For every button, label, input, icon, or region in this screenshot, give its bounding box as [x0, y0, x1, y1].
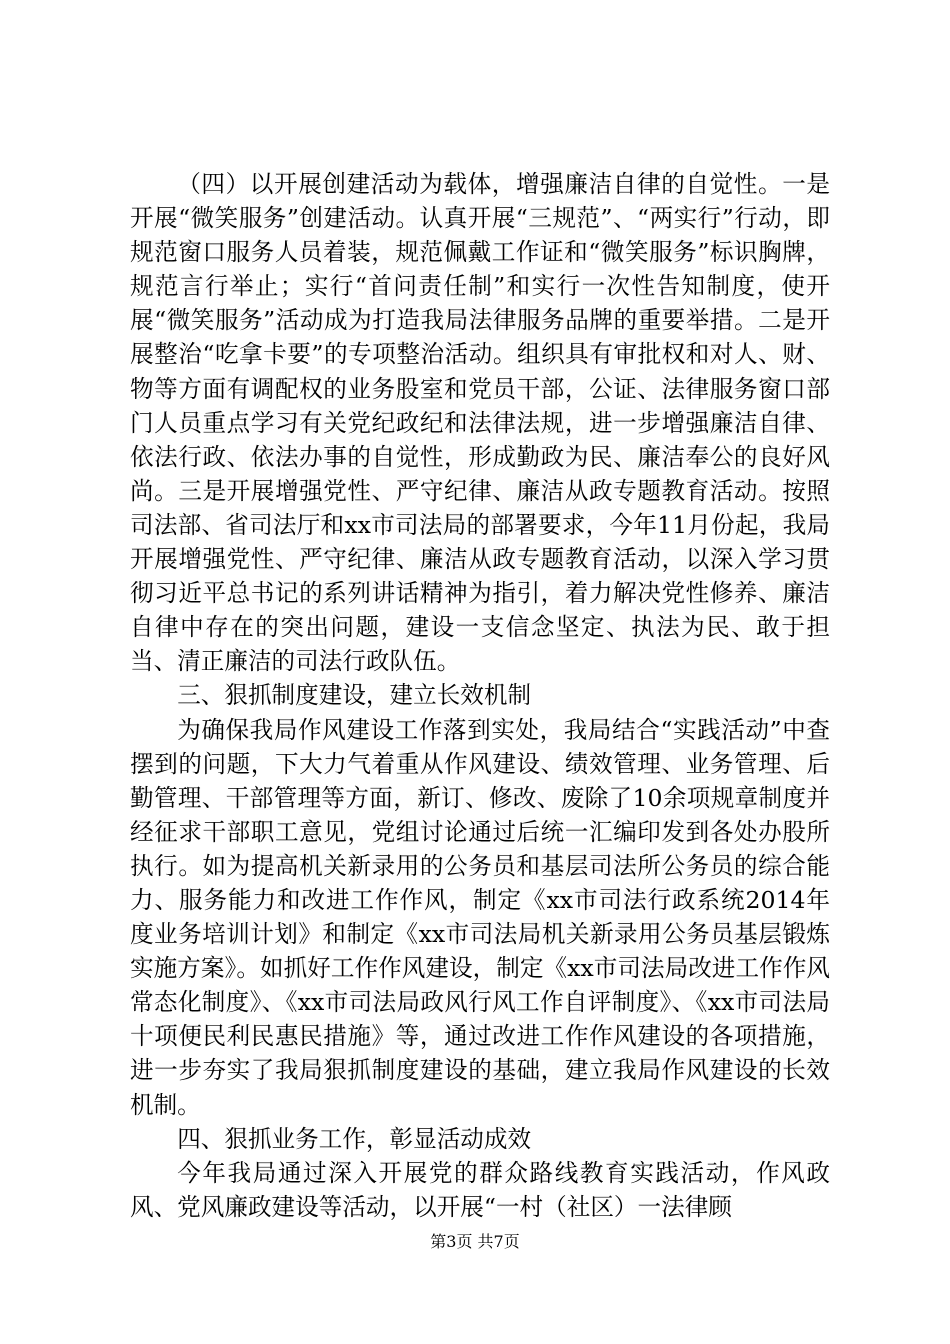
page-footer: 第3页 共7页 [430, 1232, 520, 1251]
heading-section-3: 三、狠抓制度建设，建立长效机制 [177, 681, 532, 710]
paragraph-business-work: 今年我局通过深入开展党的群众路线教育实践活动，作风政风、党风廉政建设等活动，以开展“一村（社区）一法律顾 [130, 1158, 830, 1221]
heading-section-4: 四、狠抓业务工作，彰显活动成效 [177, 1124, 532, 1153]
paragraph-institution-building: 为确保我局作风建设工作落到实处，我局结合“实践活动”中查摆到的问题，下大力气着重从作风建设、绩效管理、业务管理、后勤管理、干部管理等方面，新订、修改、废除了10余项规章制度并经征求干部职工意见，党组讨论通过后统一汇编印发到各处办股所执行。如为提高机关新录用的公务员和基层司法所公务员的综合能力、服务能力和改进工作作风，制定《xx市司法行政系统2014年度业务培训计划》和制定《xx市司法局机关新录用公务员基层锻炼实施方案》。如抓好工作作风建设，制定《xx市司法局改进工作作风常态化制度》、《xx市司法局政风行风工作自评制度》、《xx市司法局十项便民利民惠民措施》等，通过改进工作作风建设的各项措施，进一步夯实了我局狠抓制度建设的基础，建立我局作风建设的长效机制。 [130, 715, 830, 1119]
document-body [130, 167, 830, 1224]
paragraph-section-4: （四）以开展创建活动为载体，增强廉洁自律的自觉性。一是开展“微笑服务”创建活动。认真开展“三规范”、“两实行”行动，即规范窗口服务人员着装，规范佩戴工作证和“微笑服务”标识胸牌，规范言行举止；实行“首问责任制”和实行一次性告知制度，使开展“微笑服务”活动成为打造我局法律服务品牌的重要举措。二是开展整治“吃拿卡要”的专项整治活动。组织具有审批权和对人、财、物等方面有调配权的业务股室和党员干部，公证、法律服务窗口部门人员重点学习有关党纪政纪和法律法规，进一步增强廉洁自律、依法行政、依法办事的自觉性，形成勤政为民、廉洁奉公的良好风尚。三是开展增强党性、严守纪律、廉洁从政专题教育活动。按照司法部、省司法厅和xx市司法局的部署要求，今年11月份起，我局开展增强党性、严守纪律、廉洁从政专题教育活动，以深入学习贯彻习近平总书记的系列讲话精神为指引，着力解决党性修养、廉洁自律中存在的突出问题，建设一支信念坚定、执法为民、敢于担当、清正廉洁的司法行政队伍。 [130, 170, 830, 676]
